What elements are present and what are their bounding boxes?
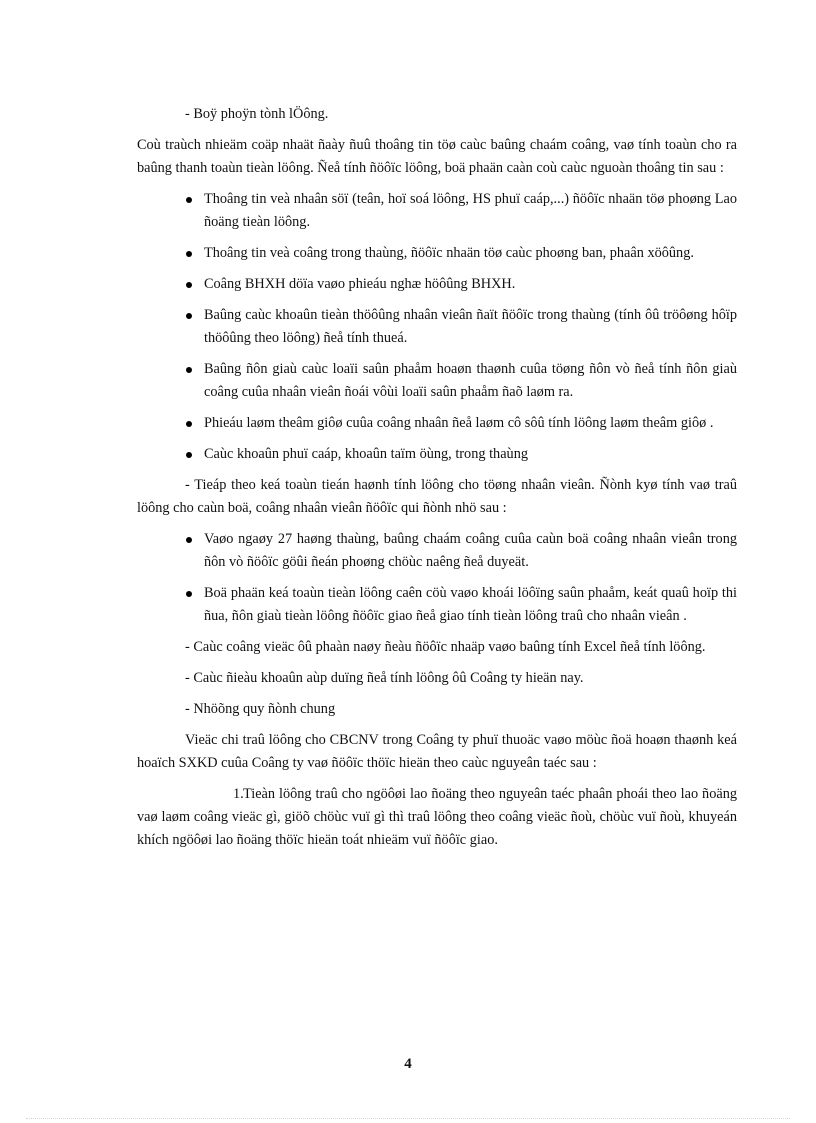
bullet-icon xyxy=(186,282,192,288)
bullet-icon xyxy=(186,251,192,257)
bullet-icon xyxy=(186,313,192,319)
paragraph: - Caùc coâng vieäc ôû phaàn naøy ñeàu ñöôïc nhaäp vaøo baûng tính Excel ñeå tính löông. xyxy=(185,639,706,655)
paragraph: - Nhöõng quy ñònh chung xyxy=(185,701,336,717)
paragraph: Vieäc chi traû löông cho CBCNV trong Coâng ty phuï thuoäc vaøo möùc ñoä hoaøn thaønh keá hoaïch SXKD cuûa Coâng ty vaø ñöôïc thöïc hieän theo caùc nguyeân taéc sau : xyxy=(137,732,737,771)
section-heading: - Boÿ phoÿn tònh lÖông. xyxy=(185,106,329,122)
list-item: Vaøo ngaøy 27 haøng thaùng, baûng chaám coâng cuûa caùn boä coâng nhaân vieân trong ñôn vò ñöôïc göûi ñeán phoøng chöùc naêng ñeå duyeät. xyxy=(184,528,737,574)
paragraph: - Caùc ñieàu khoaûn aùp duïng ñeå tính löông ôû Coâng ty hieän nay. xyxy=(185,670,584,686)
bullet-icon xyxy=(186,197,192,203)
item-number: 1. xyxy=(233,786,244,802)
list-item: Thoâng tin veà coâng trong thaùng, ñöôïc nhaän töø caùc phoøng ban, phaân xöôûng. xyxy=(184,242,737,265)
bullet-icon xyxy=(186,591,192,597)
bullet-icon xyxy=(186,421,192,427)
list-item: Baûng ñôn giaù caùc loaïi saûn phaåm hoaøn thaønh cuûa töøng ñôn vò ñeå tính ñôn giaù coâng cuûa nhaân vieân ñoái vôùi loaïi saûn phaåm ñaõ laøm ra. xyxy=(184,358,737,404)
page-body xyxy=(137,103,737,860)
payment-schedule-list xyxy=(137,528,737,628)
info-sources-list xyxy=(137,188,737,466)
list-item: Thoâng tin veà nhaân söï (teân, hoï soá löông, HS phuï caáp,...) ñöôïc nhaän töø phoøng Lao ñoäng tieàn löông. xyxy=(184,188,737,234)
page-number: 4 xyxy=(404,1056,412,1072)
list-item: Boä phaän keá toaùn tieàn löông caên cöù vaøo khoái löôïng saûn phaåm, keát quaû hoïp thi ñua, ñôn giaù tieàn löông ñöôïc giao ñeå giao tính tieàn löông traû cho nhaân vieân . xyxy=(184,582,737,628)
list-item: Baûng caùc khoaûn tieàn thöôûng nhaân vieân ñaït ñöôïc trong thaùng (tính ôû tröôøng hôïp thöôûng theo löông) ñeå tính thueá. xyxy=(184,304,737,350)
bullet-icon xyxy=(186,537,192,543)
bullet-icon xyxy=(186,452,192,458)
list-item: Caùc khoaûn phuï caáp, khoaûn taïm öùng, trong thaùng xyxy=(184,443,737,466)
numbered-paragraph: 1.Tieàn löông traû cho ngöôøi lao ñoäng theo nguyeân taéc phaân phoái theo lao ñoäng vaø laøm coâng vieäc gì, giöõ chöùc vuï gì thì traû löông theo coâng vieäc ñoù, chöùc vuï ñoù, khuyeán khích ngöôøi lao ñoäng thöïc hieän toát nhieäm vuï ñöôïc giao. xyxy=(137,783,737,852)
page-bottom-divider xyxy=(26,1118,790,1119)
list-item: Coâng BHXH döïa vaøo phieáu nghæ höôûng BHXH. xyxy=(184,273,737,296)
paragraph: - Tieáp theo keá toaùn tieán haønh tính löông cho töøng nhaân vieân. Ñònh kyø tính vaø traû löông cho caùn boä, coâng nhaân vieân ñöôïc qui ñònh nhö sau : xyxy=(137,477,737,516)
bullet-icon xyxy=(186,367,192,373)
list-item: Phieáu laøm theâm giôø cuûa coâng nhaân ñeå laøm cô sôû tính löông laøm theâm giôø . xyxy=(184,412,737,435)
paragraph: Coù traùch nhieäm coäp nhaät ñaày ñuû thoâng tin töø caùc baûng chaám coâng, vaø tính toaùn cho ra baûng thanh toaùn tieàn löông. Ñeå tính ñöôïc löông, boä phaän caàn coù caùc nguoàn thoâng tin sau : xyxy=(137,137,737,176)
